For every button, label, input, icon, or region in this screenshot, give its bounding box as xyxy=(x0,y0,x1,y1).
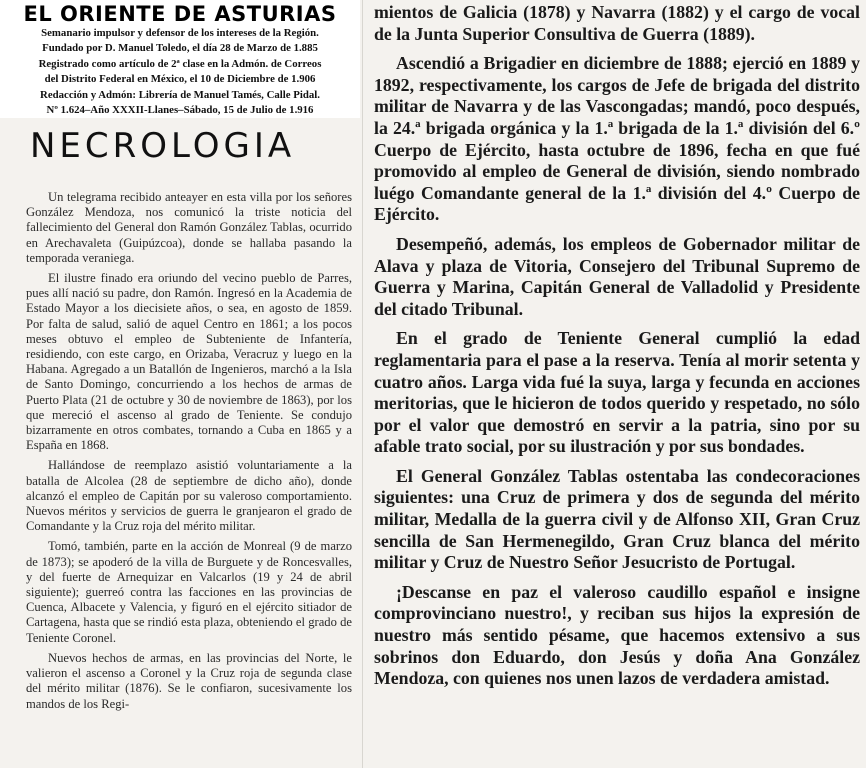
newspaper-title: EL ORIENTE DE ASTURIAS xyxy=(23,2,337,26)
article-paragraph: Desempeñó, además, los empleos de Gobernador militar de Alava y plaza de Vitoria, Consejero del Tribunal Supremo de Guerra y Marina, Capitán General de Valladolid y Presidente del citado Tribunal. xyxy=(374,233,860,319)
article-paragraph: Nuevos hechos de armas, en las provincias del Norte, le valieron el ascenso a Coronel y la Cruz roja de segunda clase del mérito militar (1876). Se le confiaron, sucesivamente los mandos de los Regi- xyxy=(26,650,352,711)
article-paragraph: mientos de Galicia (1878) y Navarra (1882) y el cargo de vocal de la Junta Superior Consultiva de Guerra (1889). xyxy=(374,2,860,44)
article-left-column xyxy=(0,118,360,768)
masthead-line: del Distrito Federal en México, el 10 de Diciembre de 1.906 xyxy=(44,73,316,86)
masthead-line: Registrado como artículo de 2ª clase en la Admón. de Correos xyxy=(38,57,322,70)
column-divider xyxy=(362,0,363,768)
article-paragraph: Tomó, también, parte en la acción de Monreal (9 de marzo de 1873); se apoderó de la villa de Burguete y de Roncesvalles, y del fuerte de Arnequizar en Valcarlos (19 y 24 de abril siguiente); guerreó contra las facciones en las provincias de Cuenca, Albacete y Valencia, y figuró en el ejército sitiador de Cartagena, hasta que se rindió esta plaza, obteniendo el grado de Teniente Coronel. xyxy=(26,539,352,645)
article-right-column xyxy=(366,0,866,768)
masthead-line: Semanario impulsor y defensor de los intereses de la Región. xyxy=(41,27,319,39)
article-heading: NECROLOGIA xyxy=(30,126,296,166)
masthead-line: Fundado por D. Manuel Toledo, el día 28 de Marzo de 1.885 xyxy=(42,42,318,55)
article-paragraph: ¡Descanse en paz el valeroso caudillo español e insigne comprovinciano nuestro!, y reciban sus hijos la expresión de nuestro más sentido pésame, que hacemos extensivo a sus sobrinos don Eduardo, don Jesús y doña Ana González Mendoza, con quienes nos unen lazos de verdadera amistad. xyxy=(374,581,860,689)
article-paragraph: El General González Tablas ostentaba las condecoraciones siguientes: una Cruz de primera y dos de segunda del mérito militar, Medalla de la guerra civil y de Alfonso XII, Gran Cruz sencilla de San Hermenegildo, Gran Cruz blanca del mérito militar y Cruz de Nuestro Señor Jesucristo de Portugal. xyxy=(374,465,860,573)
masthead-line: Redacción y Admón: Librería de Manuel Tamés, Calle Pidal. xyxy=(40,88,320,101)
masthead-line: Nº 1.624–Año XXXII-Llanes–Sábado, 15 de Julio de 1.916 xyxy=(46,104,314,117)
masthead xyxy=(0,0,360,118)
article-paragraph: Ascendió a Brigadier en diciembre de 1888; ejerció en 1889 y 1892, respectivamente, los cargos de Jefe de brigada del distrito militar de Navarra y de las Vascongadas; mandó, poco después, la 24.ª brigada orgánica y la 1.ª brigada de la 1.ª división del 6.º Cuerpo de Ejército, hasta octubre de 1896, fecha en que fué promovido al empleo de General de división, siendo nombrado luégo Comandante general de la 1.ª división del 4.º Cuerpo de Ejército. xyxy=(374,53,860,225)
article-paragraph: Hallándose de reemplazo asistió voluntariamente a la batalla de Alcolea (28 de septiembre de dicho año), donde alcanzó el empleo de Capitán por su valeroso comportamiento. Nuevos méritos y servicios de guerra le granjearon el grado de Comandante y la Cruz roja del mérito militar. xyxy=(26,458,352,534)
article-paragraph: En el grado de Teniente General cumplió la edad reglamentaria para el pase a la reserva. Tenía al morir setenta y cuatro años. Larga vida fué la suya, larga y fecunda en acciones meritorias, que le hicieron de todos querido y respetado, no sólo por el valor que demostró en servir a la patria, sino por su afable trato social, por su ilustración y por sus bondades. xyxy=(374,328,860,457)
article-paragraph: Un telegrama recibido anteayer en esta villa por los señores González Mendoza, nos comunicó la triste noticia del fallecimiento del General don Ramón González Tablas, ocurrido en Arechavaleta (Guipúzcoa), donde se hallaba pasando la temporada veraniega. xyxy=(26,190,352,265)
article-paragraph: El ilustre finado era oriundo del vecino pueblo de Parres, pues allí nació su padre, don Ramón. Ingresó en la Academia de Estado Mayor a los diecisiete años, o sea, en agosto de 1859. Por falta de salud, salió de aquel Centro en 1861; a los pocos meses obtuvo el empleo de Subteniente de Infantería, residiendo, con este cargo, en Orizaba, Veracruz y luego en la Habana. Agregado a un Batallón de Ingenieros, marchó a la Isla de Santo Domingo, concurriendo a los hechos de armas de Puerto Plata (21 de octubre y 30 de noviembre de 1863), por los que mereció el ascenso al grado de Teniente. Se condujo bizarramente en otros combates, tornando a Cuba en 1865 y a España en 1868. xyxy=(26,271,352,453)
